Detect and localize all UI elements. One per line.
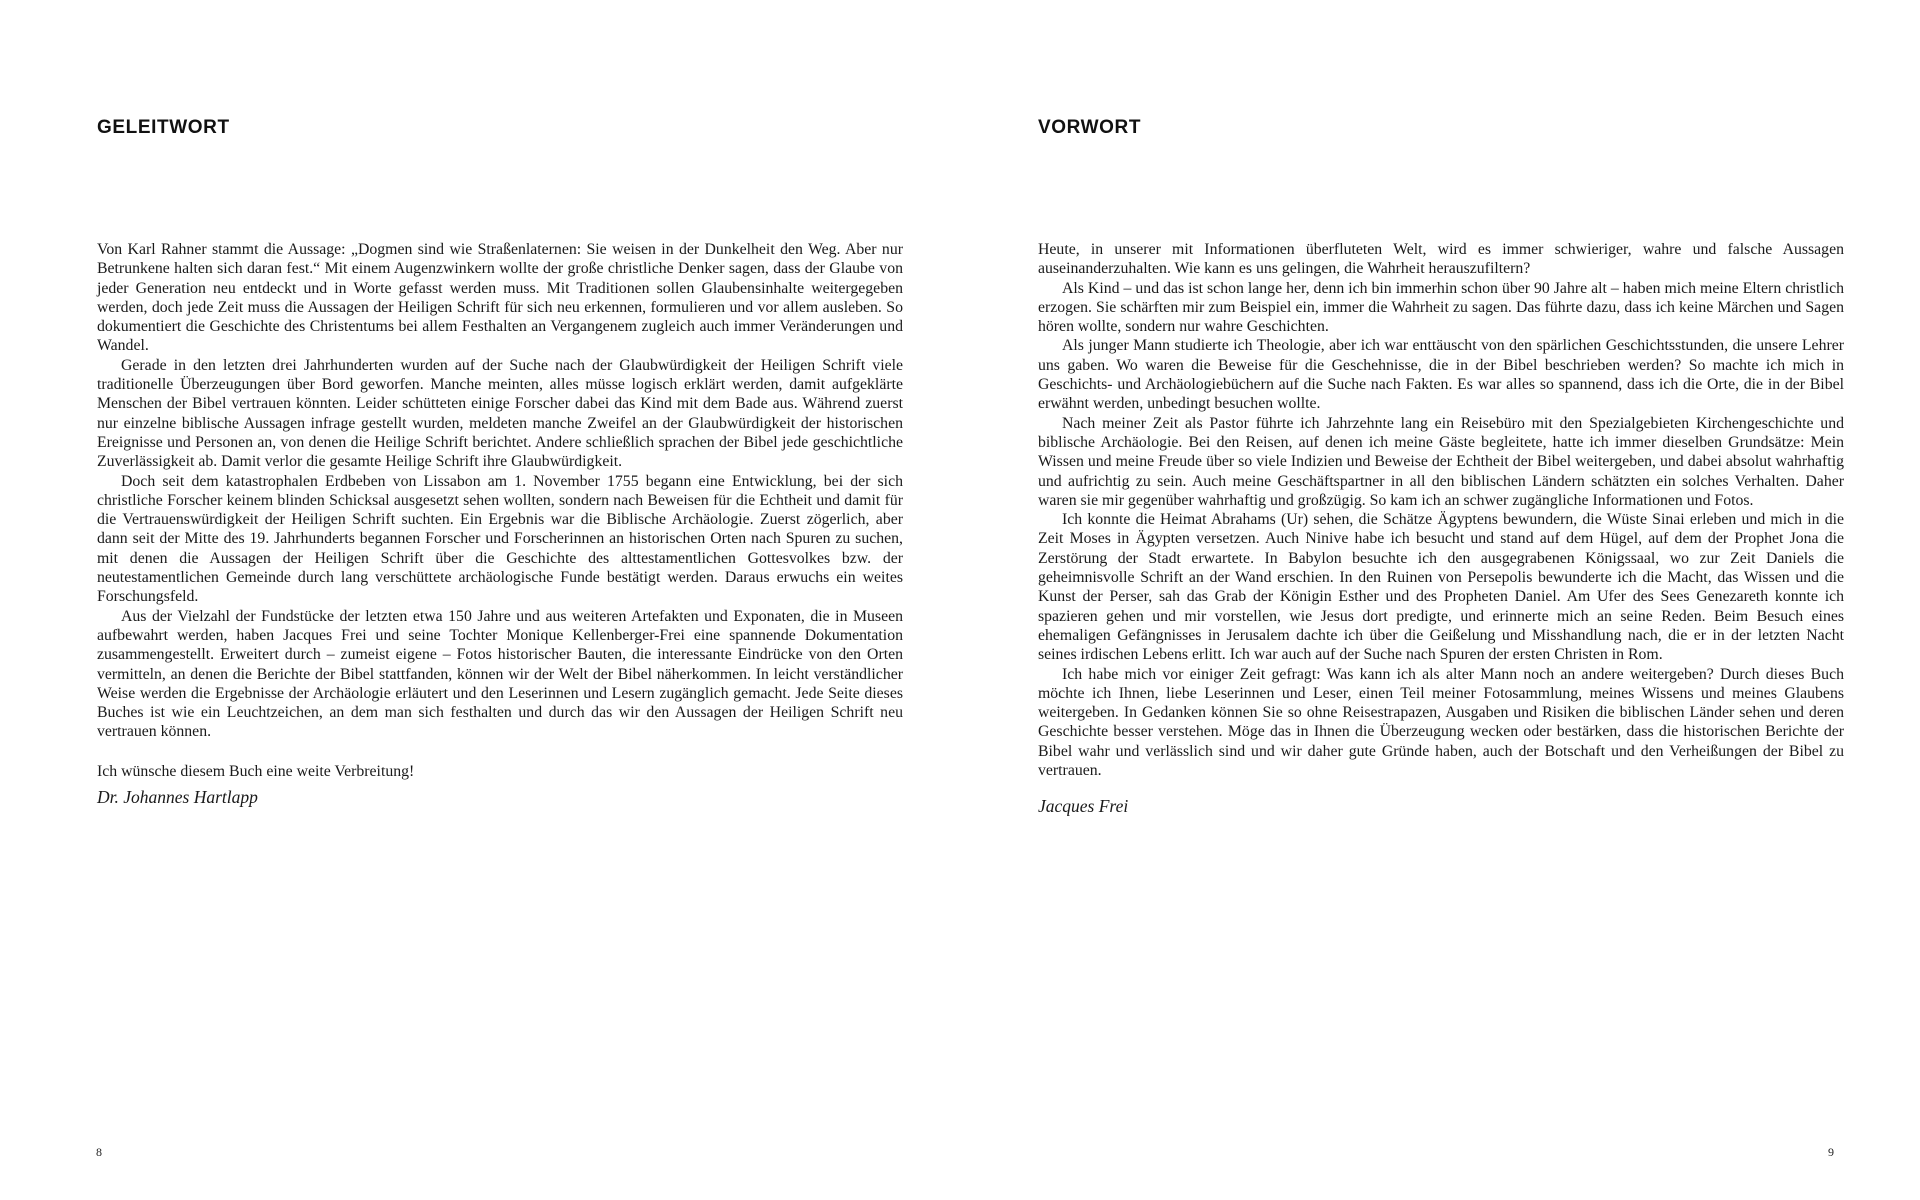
page-title: GELEITWORT: [97, 117, 230, 138]
page-number: 8: [96, 1145, 102, 1159]
signature: Dr. Johannes Hartlapp: [97, 787, 258, 808]
page-number: 9: [1828, 1145, 1834, 1159]
right-page: [960, 0, 1920, 1200]
paragraph: Heute, in unserer mit Informationen überfluteten Welt, wird es immer schwieriger, wahre und falsche Aussagen auseinanderzuhalten. Wie kann es uns gelingen, die Wahrheit herauszufiltern?: [1038, 241, 1844, 278]
paragraph: Gerade in den letzten drei Jahrhunderten wurden auf der Suche nach der Glaubwürdigkeit der Heiligen Schrift viele traditionelle Überzeugungen über Bord geworfen. Manche meinten, alles müsse logisch erklärt werden, damit aufgeklärte Menschen der Bibel vertrauen könnten. Leider schütteten einige Forscher dabei das Kind mit dem Bade aus. Während zuerst nur einzelne biblische Aussagen infrage gestellt wurden, meldeten manche Zweifel an der Glaubwürdigkeit der historischen Ereignisse und Personen an, von denen die Heilige Schrift berichtet. Andere schließlich sprachen der Bibel jede geschichtliche Zuverlässigkeit ab. Damit verlor die gesamte Heilige Schrift ihre Glaubwürdigkeit.: [97, 356, 903, 471]
body-text: [97, 240, 903, 807]
paragraph: Ich konnte die Heimat Abrahams (Ur) sehen, die Schätze Ägyptens bewundern, die Wüste Sinai erleben und mich in die Zeit Moses in Ägypten versetzen. Auch Ninive habe ich besucht und stand auf dem Hügel, auf dem der Prophet Jona die Zerstörung der Stadt erwartete. In Babylon besuchte ich den ausgegrabenen Königssaal, wo zur Zeit Daniels die geheimnisvolle Schrift an der Wand erschien. In den Ruinen von Persepolis bewunderte ich die Macht, das Wissen und die Kunst der Perser, sah das Grab der Königin Esther und des Propheten Daniel. Am Ufer des Sees Genezareth konnte ich spazieren gehen und mir vorstellen, wie Jesus dort predigte, und erinnerte mich an seine Reden. Beim Besuch eines ehemaligen Gefängnisses in Jerusalem dachte ich über die Geißelung und Misshandlung nach, die er in der letzten Nacht seines irdischen Lebens erlitt. Ich war auch auf der Suche nach Spuren der ersten Christen in Rom.: [1038, 511, 1844, 664]
paragraph: Als Kind – und das ist schon lange her, denn ich bin immerhin schon über 90 Jahre alt – haben mich meine Eltern christlich erzogen. Sie schärften mir zum Beispiel ein, immer die Wahrheit zu sagen. Das führte dazu, dass ich keine Märchen und Sagen hören wollte, sondern nur wahre Geschichten.: [1038, 279, 1844, 336]
signature: Jacques Frei: [1038, 796, 1129, 817]
paragraph: Doch seit dem katastrophalen Erdbeben von Lissabon am 1. November 1755 begann eine Entwicklung, bei der sich christliche Forscher keinem blinden Schicksal ausgesetzt sehen wollten, sondern nach Beweisen für die Echtheit und damit für die Vertrauenswürdigkeit der Heiligen Schrift suchten. Ein Ergebnis war die Biblische Archäologie. Zuerst zögerlich, aber dann seit der Mitte des 19. Jahrhunderts begannen Forscher und Forscherinnen an historischen Orten nach Spuren zu suchen, mit denen die Aussagen der Heiligen Schrift über die Geschichte des alttestamentlichen Gottesvolkes bzw. der neutestamentlichen Gemeinde durch lang verschüttete archäologische Funde bestätigt werden. Daraus erwuchs ein weites Forschungsfeld.: [97, 472, 903, 606]
paragraph: Als junger Mann studierte ich Theologie, aber ich war enttäuscht von den spärlichen Geschichtsstunden, die unsere Lehrer uns gaben. Wo waren die Beweise für die Geschehnisse, die in der Bibel beschrieben werden? So machte ich mich in Geschichts- und Archäologiebüchern auf die Suche nach Fakten. Es war alles so spannend, dass ich die Orte, die in der Bibel erwähnt werden, unbedingt besuchen wollte.: [1038, 337, 1844, 413]
page-title: VORWORT: [1038, 117, 1142, 138]
closing-line: Ich wünsche diesem Buch eine weite Verbreitung!: [97, 762, 415, 780]
body-text: [1038, 240, 1844, 817]
paragraph: Aus der Vielzahl der Fundstücke der letzten etwa 150 Jahre und aus weiteren Artefakten und Exponaten, die in Museen aufbewahrt werden, haben Jacques Frei und seine Tochter Monique Kellenberger-Frei eine spannende Dokumentation zusammengestellt. Erweitert durch – zumeist eigene – Fotos historischer Bauten, die interessante Eindrücke von den Orten vermitteln, an denen die Berichte der Bibel stattfanden, können wir der Welt der Bibel näherkommen. In leicht verständlicher Weise werden die Ergebnisse der Archäologie erläutert und den Leserinnen und Lesern zugänglich gemacht. Jede Seite dieses Buches ist wie ein Leuchtzeichen, an dem man sich festhalten und durch das wir den Aussagen der Heiligen Schrift neu vertrauen können.: [97, 607, 903, 741]
paragraph: Von Karl Rahner stammt die Aussage: „Dogmen sind wie Straßenlaternen: Sie weisen in der Dunkelheit den Weg. Aber nur Betrunkene halten sich daran fest.“ Mit einem Augenzwinkern wollte der große christliche Denker sagen, dass der Glaube von jeder Generation neu entdeckt und in Worte gefasst werden muss. Mit Traditionen sollen Glaubensinhalte weitergegeben werden, doch jede Zeit muss die Aussagen der Heiligen Schrift für sich neu erkennen, formulieren und vor allem ausleben. So dokumentiert die Geschichte des Christentums bei allem Festhalten an Vergangenem zugleich auch immer Veränderungen und Wandel.: [97, 241, 903, 355]
paragraph: Nach meiner Zeit als Pastor führte ich Jahrzehnte lang ein Reisebüro mit den Spezialgebieten Kirchengeschichte und biblische Archäologie. Bei den Reisen, auf denen ich meine Gäste begleitete, hatte ich immer dieselben Grundsätze: Mein Wissen und meine Freude über so viele Indizien und Beweise der Echtheit der Bibel weitergeben, und dabei absolut wahrhaftig und aufrichtig zu sein. Auch meine Geschäftspartner in all den biblischen Ländern schätzten ein solches Verhalten. Daher waren sie mir gegenüber wahrhaftig und großzügig. So kam ich an schwer zugängliche Informationen und Fotos.: [1038, 414, 1844, 509]
paragraph: Ich habe mich vor einiger Zeit gefragt: Was kann ich als alter Mann noch an andere weitergeben? Durch dieses Buch möchte ich Ihnen, liebe Leserinnen und Leser, einen Teil meiner Fotosammlung, meines Wissens und meines Glaubens weitergeben. In Gedanken können Sie so ohne Reisestrapazen, Ausgaben und Risiken die biblischen Länder sehen und deren Geschichte besser verstehen. Möge das in Ihnen die Überzeugung wecken oder bestärken, dass die historischen Berichte der Bibel wahr und verlässlich sind und wir daher gute Gründe haben, auch der Botschaft und den Verheißungen der Bibel zu vertrauen.: [1038, 665, 1844, 780]
